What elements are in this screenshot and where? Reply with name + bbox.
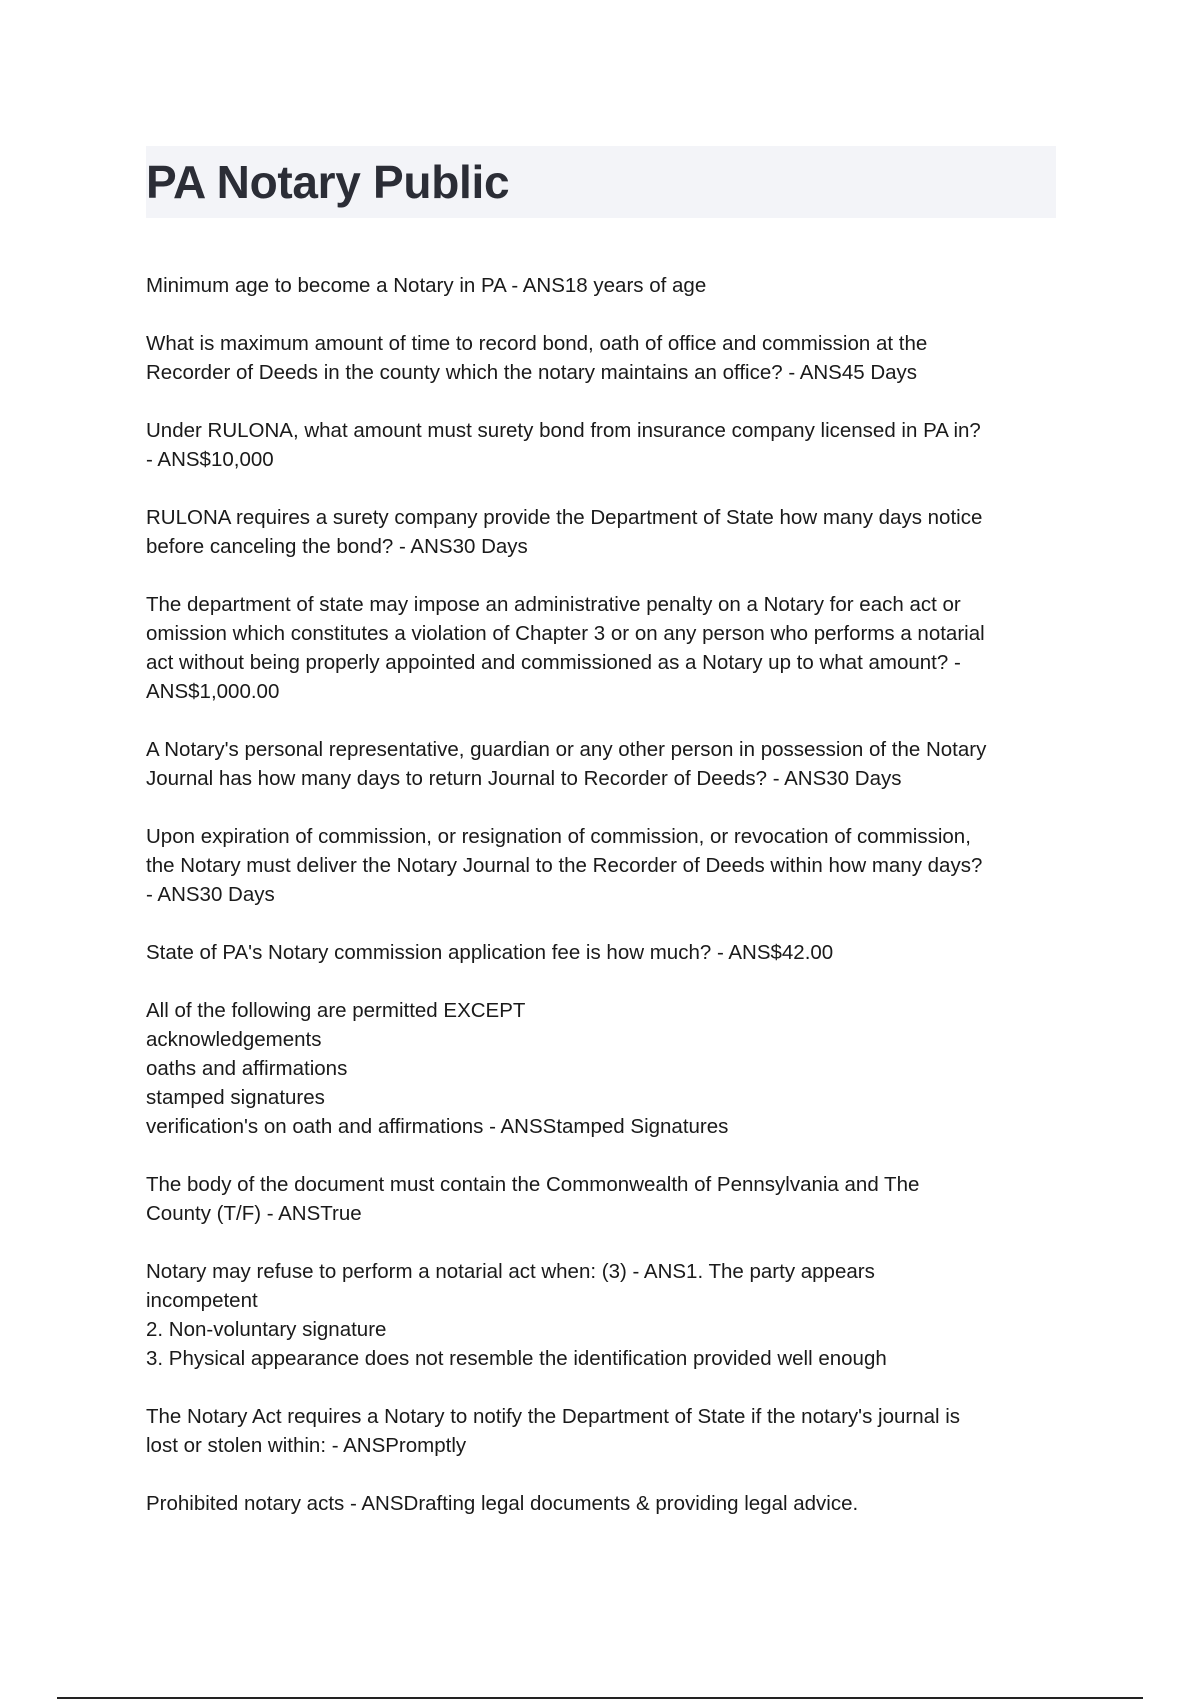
qa-line: act without being properly appointed and commissioned as a Notary up to what amount? - [146, 651, 961, 674]
qa-item [146, 1489, 1056, 1518]
qa-line: County (T/F) - ANSTrue [146, 1202, 362, 1225]
qa-item [146, 590, 1056, 706]
qa-line: Prohibited notary acts - ANSDrafting legal documents & providing legal advice. [146, 1492, 859, 1515]
qa-line: Upon expiration of commission, or resignation of commission, or revocation of commission, [146, 825, 971, 848]
qa-list [146, 271, 1056, 1518]
qa-item [146, 416, 1056, 474]
qa-line: lost or stolen within: - ANSPromptly [146, 1434, 467, 1457]
qa-line: - ANS30 Days [146, 883, 275, 906]
qa-line: All of the following are permitted EXCEPT [146, 999, 526, 1022]
qa-item [146, 822, 1056, 909]
qa-line: before canceling the bond? - ANS30 Days [146, 535, 528, 558]
qa-line: acknowledgements [146, 1028, 322, 1051]
qa-item [146, 996, 1056, 1141]
qa-line: oaths and affirmations [146, 1057, 348, 1080]
qa-line: The department of state may impose an administrative penalty on a Notary for each act or [146, 593, 961, 616]
qa-line: 2. Non-voluntary signature [146, 1318, 387, 1341]
qa-line: What is maximum amount of time to record bond, oath of office and commission at the [146, 332, 928, 355]
page-title: PA Notary Public [146, 156, 510, 208]
qa-line: - ANS$10,000 [146, 448, 274, 471]
footer-divider [57, 1697, 1143, 1699]
qa-line: Under RULONA, what amount must surety bond from insurance company licensed in PA in? [146, 419, 981, 442]
qa-line: 3. Physical appearance does not resemble the identification provided well enough [146, 1347, 887, 1370]
qa-line: omission which constitutes a violation of Chapter 3 or on any person who performs a notarial [146, 622, 985, 645]
qa-line: Notary may refuse to perform a notarial act when: (3) - ANS1. The party appears [146, 1260, 875, 1283]
qa-item [146, 329, 1056, 387]
qa-item [146, 271, 1056, 300]
qa-line: stamped signatures [146, 1086, 325, 1109]
qa-item [146, 1257, 1056, 1373]
qa-item [146, 503, 1056, 561]
qa-line: A Notary's personal representative, guardian or any other person in possession of the Notary [146, 738, 987, 761]
qa-line: Recorder of Deeds in the county which the notary maintains an office? - ANS45 Days [146, 361, 918, 384]
qa-item [146, 938, 1056, 967]
qa-line: RULONA requires a surety company provide the Department of State how many days notice [146, 506, 983, 529]
qa-item [146, 1170, 1056, 1228]
title-band [146, 146, 1056, 218]
qa-line: the Notary must deliver the Notary Journal to the Recorder of Deeds within how many days? [146, 854, 983, 877]
qa-line: State of PA's Notary commission application fee is how much? - ANS$42.00 [146, 941, 834, 964]
qa-line: verification's on oath and affirmations - ANSStamped Signatures [146, 1115, 729, 1138]
qa-line: The Notary Act requires a Notary to notify the Department of State if the notary's journal is [146, 1405, 961, 1428]
qa-line: Journal has how many days to return Journal to Recorder of Deeds? - ANS30 Days [146, 767, 902, 790]
qa-line: The body of the document must contain the Commonwealth of Pennsylvania and The [146, 1173, 920, 1196]
qa-line: ANS$1,000.00 [146, 680, 280, 703]
qa-item [146, 1402, 1056, 1460]
qa-line: Minimum age to become a Notary in PA - ANS18 years of age [146, 274, 707, 297]
qa-item [146, 735, 1056, 793]
document-page [146, 146, 1056, 1547]
qa-line: incompetent [146, 1289, 258, 1312]
